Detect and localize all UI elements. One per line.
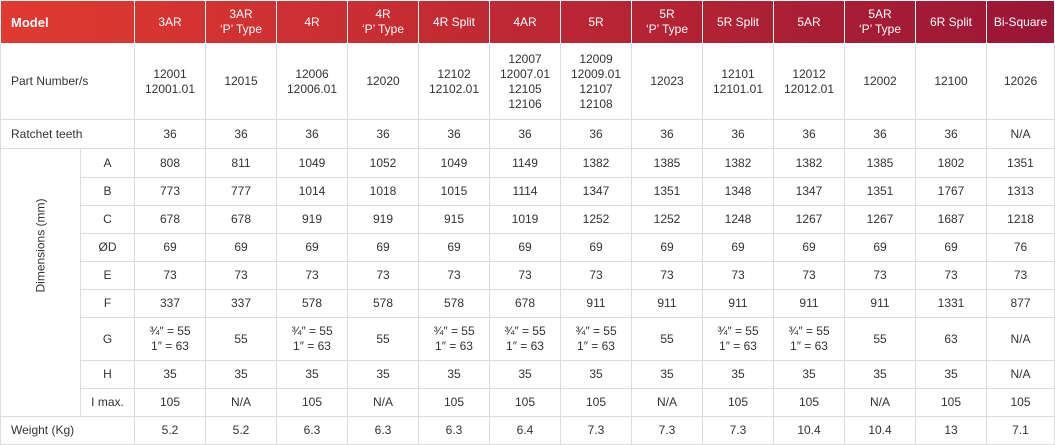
weight-cell: 6.4	[490, 417, 561, 445]
part-numbers-label: Part Number/s	[1, 44, 135, 120]
dimension-cell: 1248	[703, 206, 774, 234]
dimension-cell: 1347	[561, 178, 632, 206]
part-number-cell: 12015	[206, 44, 277, 120]
dimension-cell: N/A	[348, 389, 419, 417]
dimension-row	[1, 206, 1055, 234]
dimension-cell: 69	[348, 234, 419, 262]
dimension-cell: 1382	[703, 149, 774, 178]
part-number-cell: 12012 12012.01	[774, 44, 845, 120]
dimension-cell: 1767	[916, 178, 987, 206]
dimension-cell: 1385	[845, 149, 916, 178]
dimension-cell: 1267	[845, 206, 916, 234]
dimension-cell: ¾″ = 55 1″ = 63	[703, 318, 774, 361]
part-number-cell: 12023	[632, 44, 703, 120]
part-number-cell: 12007 12007.01 12105 12106	[490, 44, 561, 120]
dimension-cell: 73	[348, 262, 419, 290]
part-number-cell: 12020	[348, 44, 419, 120]
part-number-cell: 12026	[987, 44, 1055, 120]
dimension-cell: 1252	[632, 206, 703, 234]
dimension-cell: 35	[277, 361, 348, 389]
dimension-key: F	[81, 290, 135, 318]
dimension-cell: 578	[277, 290, 348, 318]
dimension-cell: 337	[135, 290, 206, 318]
dimension-cell: 777	[206, 178, 277, 206]
dimension-cell: 105	[774, 389, 845, 417]
dimension-cell: 105	[561, 389, 632, 417]
dimension-cell: 1348	[703, 178, 774, 206]
part-number-cell: 12002	[845, 44, 916, 120]
dimension-cell: 1351	[845, 178, 916, 206]
dimension-cell: 73	[632, 262, 703, 290]
dimension-cell: 1687	[916, 206, 987, 234]
dimension-cell: 337	[206, 290, 277, 318]
dimension-cell: 919	[348, 206, 419, 234]
dimension-cell: 73	[703, 262, 774, 290]
dimensions-group-label	[1, 149, 81, 417]
weight-cell: 7.3	[703, 417, 774, 445]
dimension-key: C	[81, 206, 135, 234]
weight-cell: 5.2	[135, 417, 206, 445]
dimension-cell: 73	[135, 262, 206, 290]
column-header: Bi-Square	[987, 1, 1055, 44]
dimension-cell: 35	[774, 361, 845, 389]
weight-cell: 6.3	[348, 417, 419, 445]
ratchet-teeth-label: Ratchet teeth	[1, 120, 135, 149]
dimension-cell: 1252	[561, 206, 632, 234]
dimension-cell: 1014	[277, 178, 348, 206]
dimension-cell: 69	[845, 234, 916, 262]
weight-cell: 7.3	[632, 417, 703, 445]
dimension-cell: 69	[277, 234, 348, 262]
column-header: 6R Split	[916, 1, 987, 44]
dimension-cell: 69	[490, 234, 561, 262]
dimension-cell: 811	[206, 149, 277, 178]
ratchet-teeth-row	[1, 120, 1055, 149]
weight-cell: 7.3	[561, 417, 632, 445]
dimension-cell: 35	[348, 361, 419, 389]
dimension-key: G	[81, 318, 135, 361]
dimension-cell: 1331	[916, 290, 987, 318]
dimension-key: I max.	[81, 389, 135, 417]
dimension-cell: 105	[987, 389, 1055, 417]
column-header: 5AR	[774, 1, 845, 44]
dimension-cell: 1267	[774, 206, 845, 234]
dimension-key: B	[81, 178, 135, 206]
column-header: 4AR	[490, 1, 561, 44]
dimension-cell: 35	[490, 361, 561, 389]
dimension-cell: 55	[206, 318, 277, 361]
dimension-cell: 1382	[561, 149, 632, 178]
dimension-cell: 678	[206, 206, 277, 234]
dimension-cell: ¾″ = 55 1″ = 63	[135, 318, 206, 361]
column-header: 4R ‘P’ Type	[348, 1, 419, 44]
dimension-cell: 73	[206, 262, 277, 290]
model-header: Model	[1, 1, 135, 44]
dimension-cell: 105	[277, 389, 348, 417]
column-header: 4R Split	[419, 1, 490, 44]
dimensions-group-text: Dimensions (mm)	[33, 198, 47, 293]
dimension-cell: 915	[419, 206, 490, 234]
dimension-cell: 105	[135, 389, 206, 417]
dimension-cell: N/A	[206, 389, 277, 417]
ratchet-teeth-cell: 36	[632, 120, 703, 149]
dimension-cell: 69	[916, 234, 987, 262]
dimension-cell: N/A	[987, 318, 1055, 361]
ratchet-teeth-cell: 36	[703, 120, 774, 149]
weight-cell: 5.2	[206, 417, 277, 445]
dimension-cell: 773	[135, 178, 206, 206]
dimension-cell: 1313	[987, 178, 1055, 206]
dimension-cell: 73	[916, 262, 987, 290]
dimension-row	[1, 262, 1055, 290]
dimension-cell: 69	[206, 234, 277, 262]
column-header: 4R	[277, 1, 348, 44]
part-number-cell: 12006 12006.01	[277, 44, 348, 120]
weight-row	[1, 417, 1055, 445]
dimension-cell: 55	[632, 318, 703, 361]
dimension-cell: ¾″ = 55 1″ = 63	[774, 318, 845, 361]
ratchet-teeth-cell: 36	[135, 120, 206, 149]
dimension-key: A	[81, 149, 135, 178]
ratchet-teeth-cell: 36	[561, 120, 632, 149]
column-header: 5R	[561, 1, 632, 44]
dimension-cell: 1149	[490, 149, 561, 178]
weight-cell: 7.1	[987, 417, 1055, 445]
dimension-cell: 73	[561, 262, 632, 290]
dimension-cell: 73	[987, 262, 1055, 290]
dimension-row	[1, 234, 1055, 262]
dimension-cell: 678	[135, 206, 206, 234]
dimension-cell: 63	[916, 318, 987, 361]
column-header: 3AR ‘P’ Type	[206, 1, 277, 44]
ratchet-teeth-cell: 36	[348, 120, 419, 149]
dimension-cell: 73	[490, 262, 561, 290]
dimension-cell: 35	[916, 361, 987, 389]
dimension-cell: 35	[632, 361, 703, 389]
dimension-cell: 1049	[277, 149, 348, 178]
dimension-cell: 1385	[632, 149, 703, 178]
dimension-cell: 1018	[348, 178, 419, 206]
weight-cell: 6.3	[277, 417, 348, 445]
dimension-cell: 73	[845, 262, 916, 290]
dimension-cell: 911	[774, 290, 845, 318]
dimension-cell: 808	[135, 149, 206, 178]
dimension-cell: 35	[206, 361, 277, 389]
column-header: 5AR ‘P’ Type	[845, 1, 916, 44]
dimension-cell: 919	[277, 206, 348, 234]
dimension-cell: 35	[135, 361, 206, 389]
dimension-cell: 69	[135, 234, 206, 262]
dimension-row	[1, 178, 1055, 206]
dimension-cell: 1351	[987, 149, 1055, 178]
dimension-cell: 69	[561, 234, 632, 262]
table-body	[1, 44, 1055, 445]
dimension-cell: ¾″ = 55 1″ = 63	[419, 318, 490, 361]
dimension-key: E	[81, 262, 135, 290]
dimension-cell: 1218	[987, 206, 1055, 234]
dimension-cell: 69	[774, 234, 845, 262]
header-row	[1, 1, 1055, 44]
part-number-cell: 12001 12001.01	[135, 44, 206, 120]
dimension-cell: 911	[845, 290, 916, 318]
dimension-cell: 1114	[490, 178, 561, 206]
weight-cell: 10.4	[774, 417, 845, 445]
dimension-row	[1, 290, 1055, 318]
ratchet-teeth-cell: 36	[490, 120, 561, 149]
dimension-cell: 1015	[419, 178, 490, 206]
dimension-cell: 1351	[632, 178, 703, 206]
weight-cell: 13	[916, 417, 987, 445]
dimension-cell: 1049	[419, 149, 490, 178]
column-header: 5R ‘P’ Type	[632, 1, 703, 44]
dimension-cell: 105	[916, 389, 987, 417]
part-numbers-row	[1, 44, 1055, 120]
dimension-row	[1, 361, 1055, 389]
dimension-cell: 73	[277, 262, 348, 290]
dimension-cell: 1802	[916, 149, 987, 178]
dimension-cell: 877	[987, 290, 1055, 318]
dimension-cell: 105	[490, 389, 561, 417]
dimension-cell: ¾″ = 55 1″ = 63	[561, 318, 632, 361]
dimension-cell: ¾″ = 55 1″ = 63	[277, 318, 348, 361]
dimension-cell: 911	[632, 290, 703, 318]
dimension-cell: 911	[561, 290, 632, 318]
dimension-row	[1, 389, 1055, 417]
weight-label: Weight (Kg)	[1, 417, 135, 445]
part-number-cell: 12101 12101.01	[703, 44, 774, 120]
dimension-cell: 678	[490, 290, 561, 318]
weight-cell: 10.4	[845, 417, 916, 445]
ratchet-teeth-cell: 36	[845, 120, 916, 149]
ratchet-teeth-cell: 36	[774, 120, 845, 149]
dimension-cell: 911	[703, 290, 774, 318]
dimension-cell: 73	[419, 262, 490, 290]
ratchet-teeth-cell: 36	[277, 120, 348, 149]
dimension-cell: N/A	[632, 389, 703, 417]
ratchet-teeth-cell: 36	[419, 120, 490, 149]
dimension-cell: 35	[845, 361, 916, 389]
dimension-cell: 1052	[348, 149, 419, 178]
dimension-row	[1, 318, 1055, 361]
dimension-cell: 69	[703, 234, 774, 262]
dimension-row	[1, 149, 1055, 178]
dimension-cell: 55	[845, 318, 916, 361]
dimension-cell: ¾″ = 55 1″ = 63	[490, 318, 561, 361]
part-number-cell: 12009 12009.01 12107 12108	[561, 44, 632, 120]
dimension-cell: 35	[419, 361, 490, 389]
ratchet-teeth-cell: 36	[916, 120, 987, 149]
column-header: 5R Split	[703, 1, 774, 44]
dimension-cell: 55	[348, 318, 419, 361]
dimension-cell: 105	[703, 389, 774, 417]
part-number-cell: 12100	[916, 44, 987, 120]
dimension-cell: 1347	[774, 178, 845, 206]
part-number-cell: 12102 12102.01	[419, 44, 490, 120]
weight-cell: 6.3	[419, 417, 490, 445]
dimension-cell: 73	[774, 262, 845, 290]
dimension-cell: 1382	[774, 149, 845, 178]
dimension-key: H	[81, 361, 135, 389]
dimension-cell: N/A	[845, 389, 916, 417]
dimension-cell: 76	[987, 234, 1055, 262]
dimension-cell: 69	[419, 234, 490, 262]
dimension-cell: 69	[632, 234, 703, 262]
dimension-cell: 578	[348, 290, 419, 318]
ratchet-teeth-cell: N/A	[987, 120, 1055, 149]
dimension-cell: 1019	[490, 206, 561, 234]
dimension-cell: N/A	[987, 361, 1055, 389]
ratchet-teeth-cell: 36	[206, 120, 277, 149]
dimension-cell: 105	[419, 389, 490, 417]
dimension-cell: 35	[703, 361, 774, 389]
dimension-cell: 35	[561, 361, 632, 389]
column-header: 3AR	[135, 1, 206, 44]
dimension-key: ØD	[81, 234, 135, 262]
dimension-cell: 578	[419, 290, 490, 318]
